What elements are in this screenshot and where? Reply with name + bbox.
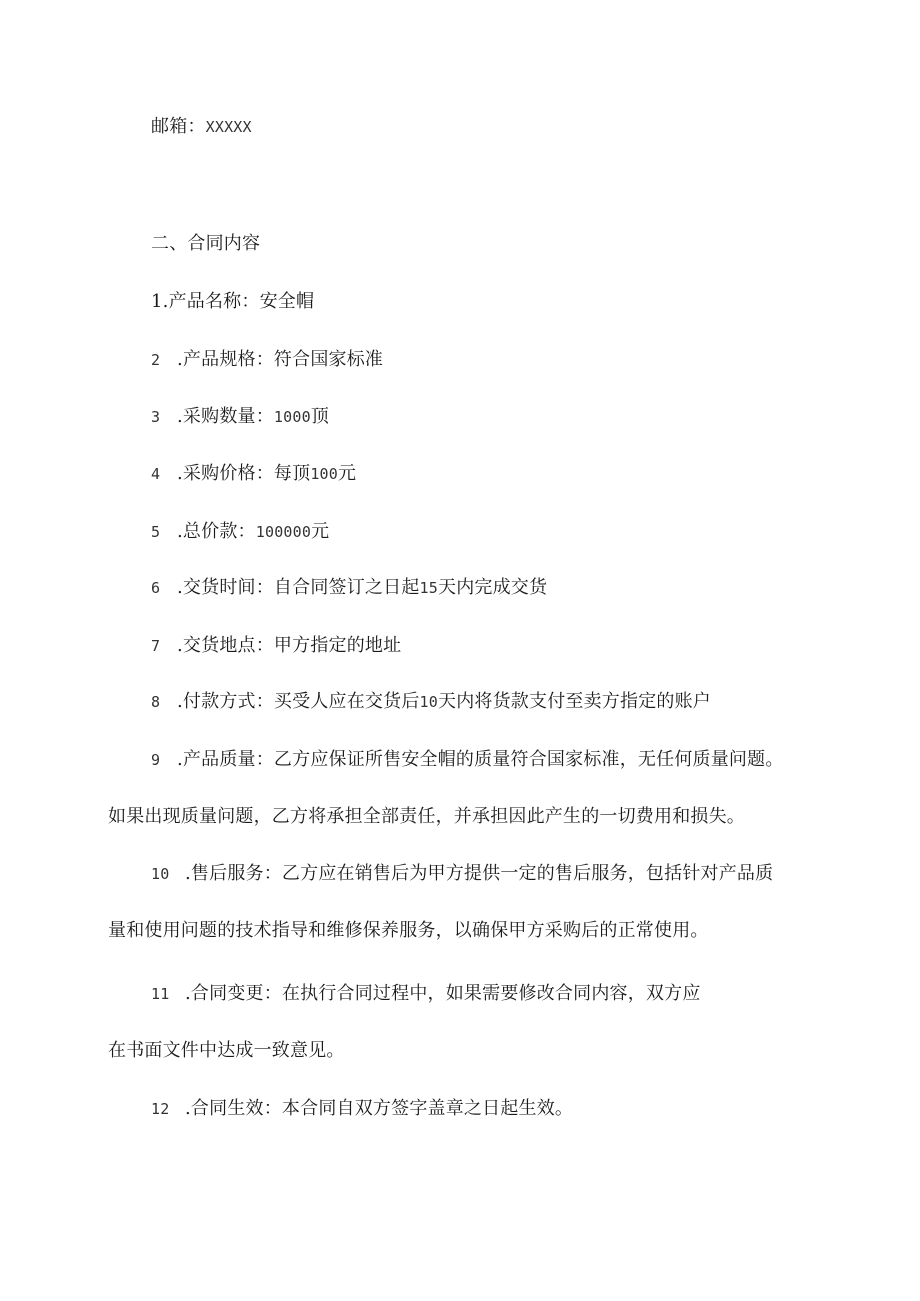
contract-item-11-continuation: 在书面文件中达成一致意见。: [108, 1040, 345, 1061]
item-value: 10: [419, 693, 438, 711]
email-value: XXXXX: [205, 118, 252, 136]
contract-item-10-continuation: 量和使用问题的技术指导和维修保养服务，以确保甲方采购后的正常使用。: [108, 920, 709, 941]
item-text-tail: 天内完成交货: [438, 577, 548, 598]
item-value: 15: [419, 579, 438, 597]
item-unit: 顶: [310, 406, 330, 427]
contract-item-4: [151, 462, 356, 486]
item-value: 100000: [255, 523, 312, 541]
item-value: 100: [310, 465, 339, 483]
item-unit: 元: [311, 521, 330, 542]
item-number: 10: [151, 865, 170, 883]
item-text: .合同变更：在执行合同过程中，如果需要修改合同内容，双方应: [185, 983, 701, 1004]
item-text: .总价款：: [177, 521, 256, 542]
item-text: .采购数量：: [177, 406, 274, 427]
item-text: .合同生效：本合同自双方签字盖章之日起生效。: [185, 1098, 574, 1119]
contract-item-11: [151, 982, 701, 1006]
item-number: 3: [151, 408, 161, 426]
contract-item-3: [151, 405, 329, 429]
item-text-tail: 天内将货款支付至卖方指定的账户: [438, 691, 711, 712]
contract-item-10: [151, 862, 773, 886]
item-text: .交货时间：自合同签订之日起: [177, 577, 420, 598]
contract-item-1: [151, 290, 314, 314]
contract-item-6: [151, 576, 547, 600]
email-line: [151, 115, 252, 139]
item-text: .交货地点：甲方指定的地址: [177, 635, 402, 656]
item-number: 1.: [151, 291, 169, 312]
contract-item-7: [151, 634, 401, 658]
item-number: 9: [151, 751, 161, 769]
item-number: 5: [151, 523, 161, 541]
email-label: 邮箱：: [151, 116, 206, 137]
contract-item-2: [151, 348, 383, 372]
item-text: .采购价格：每顶: [177, 463, 311, 484]
item-number: 8: [151, 693, 161, 711]
contract-item-9-continuation: 如果出现质量问题，乙方将承担全部责任，并承担因此产生的一切费用和损失。: [108, 806, 745, 827]
contract-item-5: [151, 520, 329, 544]
item-value: 1000: [273, 408, 311, 426]
item-number: 6: [151, 579, 161, 597]
item-text: .售后服务：乙方应在销售后为甲方提供一定的售后服务，包括针对产品质: [185, 863, 774, 884]
section-title: 二、合同内容: [151, 233, 261, 254]
contract-item-9: [151, 748, 784, 772]
item-number: 4: [151, 465, 161, 483]
item-text: .付款方式：买受人应在交货后: [177, 691, 420, 712]
item-number: 2: [151, 351, 161, 369]
item-number: 12: [151, 1100, 170, 1118]
item-text: .产品质量：乙方应保证所售安全帽的质量符合国家标准，无任何质量问题。: [177, 749, 784, 770]
item-text: 产品名称：安全帽: [168, 291, 315, 312]
item-text: .产品规格：符合国家标准: [177, 349, 384, 370]
contract-item-12: [151, 1097, 573, 1121]
contract-item-8: [151, 690, 711, 714]
item-unit: 元: [338, 463, 357, 484]
item-number: 7: [151, 637, 161, 655]
item-number: 11: [151, 985, 170, 1003]
